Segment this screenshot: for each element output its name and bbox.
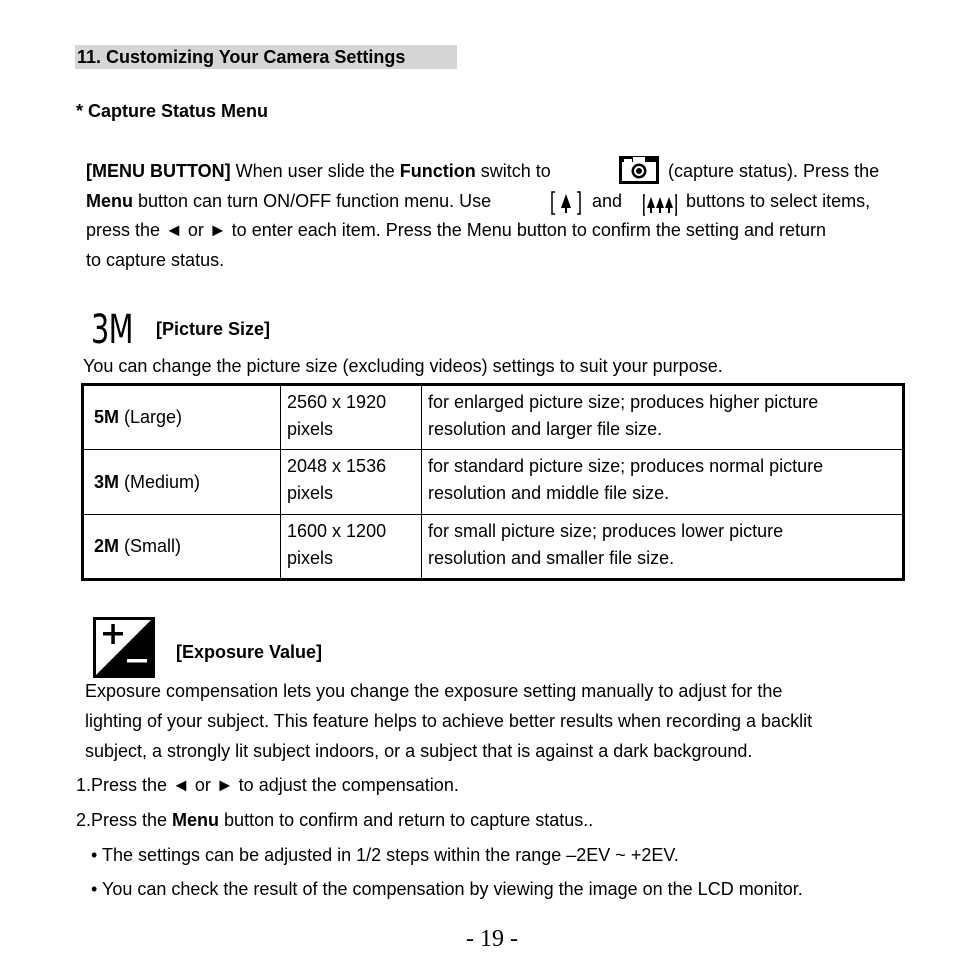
intro-line-1 — [86, 161, 551, 181]
function-label: Function — [399, 161, 476, 181]
size-code: 5M — [94, 407, 120, 427]
exposure-step-1: 1.Press the ◄ or ► to adjust the compensation. — [76, 775, 459, 795]
intro-line-2-end: buttons to select items, — [686, 191, 871, 211]
picture-size-description: You can change the picture size (excluding videos) settings to suit your purpose. — [83, 356, 723, 376]
size-label: (Medium) — [119, 471, 201, 492]
size-code: 3M — [94, 471, 120, 492]
exposure-bullet-2: • You can check the result of the compensation by viewing the image on the LCD monitor. — [91, 879, 803, 899]
and-text: and — [592, 191, 623, 211]
table-row — [83, 385, 904, 450]
section-title: 11. Customizing Your Camera Settings — [75, 45, 457, 69]
step-2-text: 2.Press the — [76, 810, 173, 830]
picture-size-heading: [Picture Size] — [156, 319, 271, 339]
size-cell — [83, 450, 281, 515]
capture-status-menu-heading: * Capture Status Menu — [76, 101, 269, 121]
resolution-unit: pixels — [287, 419, 334, 439]
resolution-value: 2048 x 1536 — [287, 456, 387, 476]
exposure-step-2 — [76, 810, 593, 830]
intro-text: switch to — [475, 161, 551, 181]
exposure-para-line-2: lighting of your subject. This feature helps to achieve better results when recording a backlit — [85, 711, 813, 731]
table-row — [83, 450, 904, 515]
size-code: 2M — [94, 536, 120, 556]
description-line: resolution and larger file size. — [428, 419, 663, 439]
resolution-unit: pixels — [287, 548, 334, 568]
description-line: resolution and middle file size. — [428, 483, 670, 503]
resolution-unit: pixels — [287, 483, 334, 503]
resolution-value: 2560 x 1920 — [287, 392, 387, 412]
resolution-value: 1600 x 1200 — [287, 521, 387, 541]
page-number: - 19 - — [466, 926, 518, 952]
picture-size-icon: 3M — [91, 307, 133, 353]
description-cell — [422, 385, 904, 450]
size-cell — [83, 515, 281, 580]
description-line: resolution and smaller file size. — [428, 548, 675, 568]
picture-size-table — [81, 383, 905, 581]
exposure-para-line-1: Exposure compensation lets you change the exposure setting manually to adjust for the — [85, 681, 783, 701]
intro-line-2 — [86, 191, 491, 211]
intro-line-4: to capture status. — [86, 250, 225, 270]
exposure-para-line-3: subject, a strongly lit subject indoors, or a subject that is against a dark background. — [85, 741, 753, 761]
single-tree-icon — [551, 190, 581, 216]
description-cell — [422, 450, 904, 515]
intro-line-3: press the ◄ or ► to enter each item. Press the Menu button to confirm the setting and return — [86, 220, 827, 240]
resolution-cell — [281, 515, 422, 580]
exposure-bullet-1: • The settings can be adjusted in 1/2 steps within the range –2EV ~ +2EV. — [91, 845, 679, 865]
step-2-text: button to confirm and return to capture status.. — [219, 810, 594, 830]
size-cell — [83, 385, 281, 450]
description-line: for standard picture size; produces normal picture — [428, 456, 824, 476]
exposure-value-icon — [93, 617, 155, 678]
menu-button-label: [MENU BUTTON] — [86, 161, 231, 181]
description-cell — [422, 515, 904, 580]
three-trees-icon — [643, 193, 677, 217]
intro-text: button can turn ON/OFF function menu. Use — [133, 191, 492, 211]
camera-icon — [619, 156, 659, 184]
description-line: for enlarged picture size; produces higher picture — [428, 392, 819, 412]
intro-text: When user slide the — [230, 161, 400, 181]
description-line: for small picture size; produces lower picture — [428, 521, 784, 541]
intro-line-1-end: (capture status). Press the — [668, 161, 880, 181]
resolution-cell — [281, 385, 422, 450]
exposure-value-heading: [Exposure Value] — [176, 642, 323, 662]
size-label: (Large) — [119, 407, 183, 427]
table-row — [83, 515, 904, 580]
size-label: (Small) — [119, 536, 182, 556]
menu-label: Menu — [86, 191, 133, 211]
resolution-cell — [281, 450, 422, 515]
menu-label: Menu — [172, 810, 220, 830]
